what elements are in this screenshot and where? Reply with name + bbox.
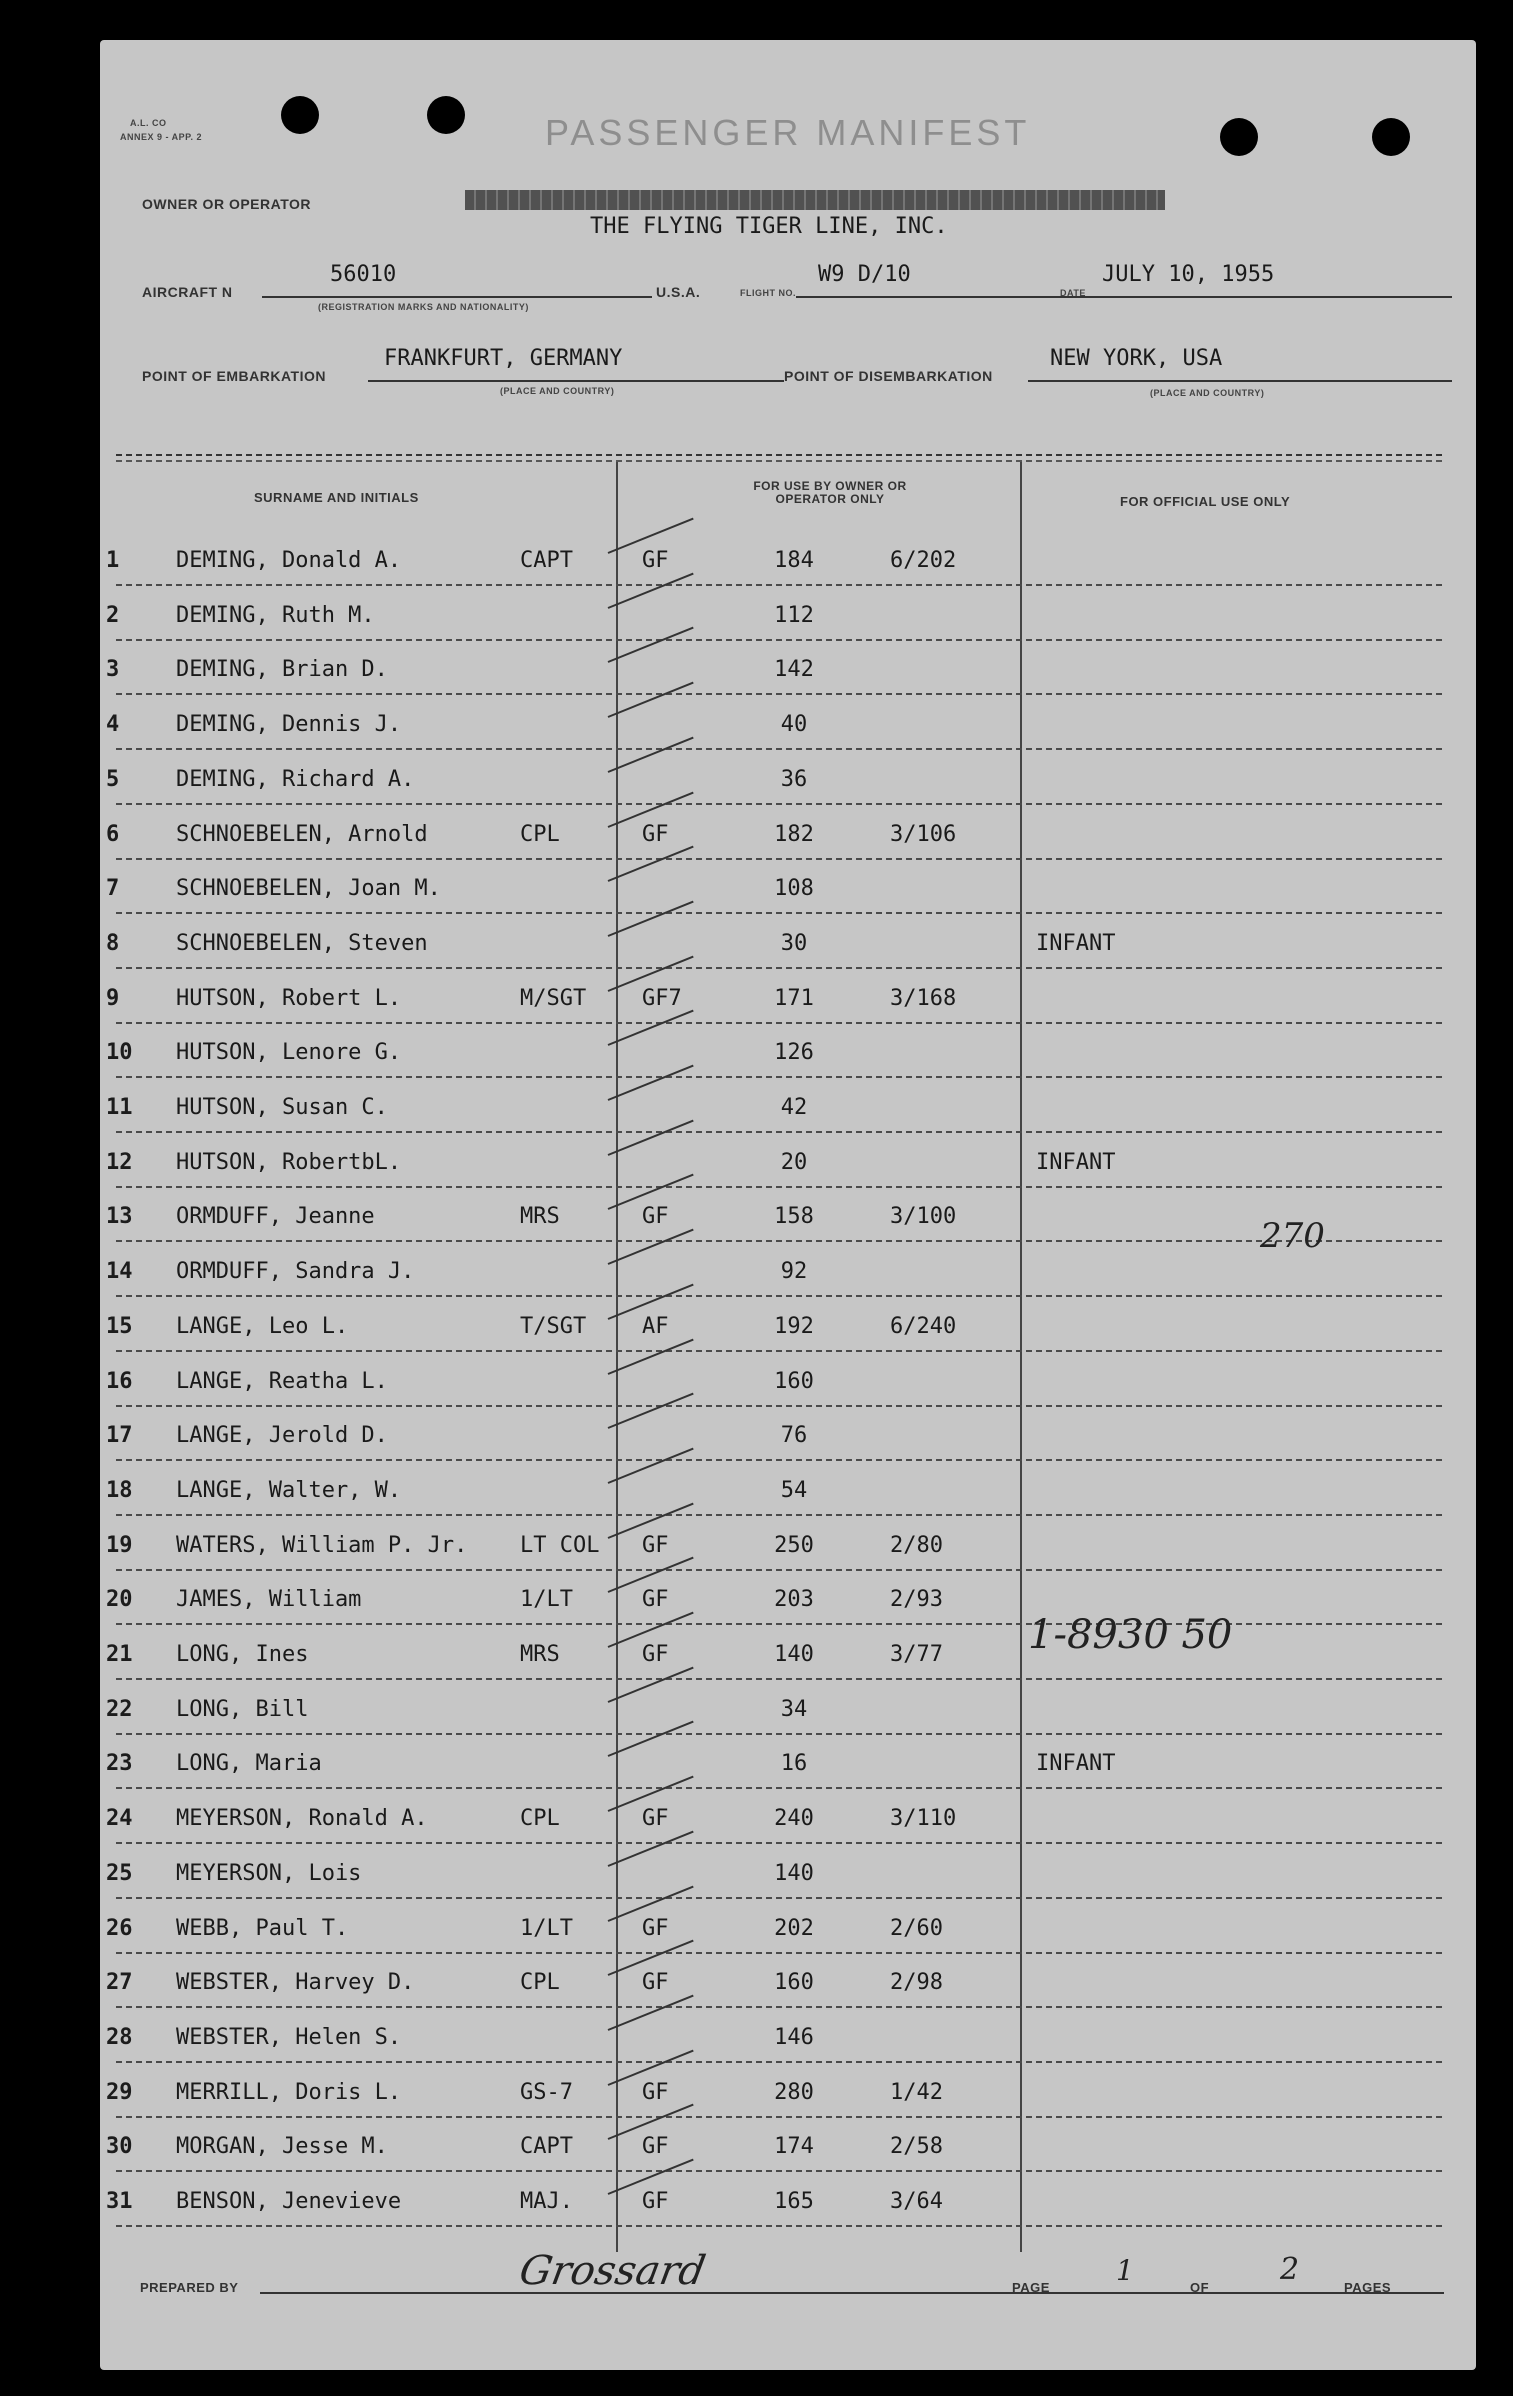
table-row	[100, 1914, 1476, 1954]
passenger-rank: MRS	[520, 1204, 560, 1229]
table-row	[100, 1476, 1476, 1516]
table-top-rule	[116, 460, 1442, 462]
row-number: 12	[106, 1150, 133, 1175]
passenger-code: GF	[642, 1587, 669, 1612]
passenger-rank: M/SGT	[520, 986, 587, 1011]
passenger-name: JAMES, William	[176, 1587, 362, 1612]
embark-caption: (PLACE AND COUNTRY)	[500, 386, 615, 396]
passenger-rank: 1/LT	[520, 1916, 573, 1941]
baggage: 6/202	[890, 548, 957, 573]
passenger-name: SCHNOEBELEN, Steven	[176, 931, 428, 956]
passenger-weight: 54	[780, 1478, 808, 1503]
passenger-weight: 30	[780, 931, 808, 956]
handwritten-note-270: 270	[1260, 1216, 1325, 1256]
passenger-rank: CPL	[520, 1970, 560, 1995]
passenger-weight: 34	[780, 1697, 808, 1722]
row-number: 4	[106, 712, 120, 737]
passenger-code: GF7	[642, 986, 682, 1011]
passenger-rank: 1/LT	[520, 1587, 573, 1612]
baggage: 6/240	[890, 1314, 957, 1339]
table-row	[100, 1749, 1476, 1789]
passenger-weight: 160	[774, 1970, 814, 1995]
passenger-name: DEMING, Richard A.	[176, 767, 415, 792]
passenger-name: DEMING, Donald A.	[176, 548, 402, 573]
baggage: 2/80	[890, 1533, 943, 1558]
passenger-weight: 146	[774, 2025, 814, 2050]
passenger-name: MEYERSON, Lois	[176, 1861, 362, 1886]
table-row	[100, 765, 1476, 805]
row-number: 18	[106, 1478, 133, 1503]
baggage: 3/100	[890, 1204, 957, 1229]
passenger-weight: 280	[774, 2080, 814, 2105]
embark-label: POINT OF EMBARKATION	[142, 368, 326, 384]
row-number: 11	[106, 1095, 133, 1120]
passenger-rank: CPL	[520, 822, 560, 847]
passenger-code: GF	[642, 1204, 669, 1229]
passenger-rank: CAPT	[520, 2134, 573, 2159]
passenger-code: GF	[642, 2189, 669, 2214]
row-number: 22	[106, 1697, 133, 1722]
passenger-name: DEMING, Dennis J.	[176, 712, 402, 737]
table-row	[100, 1859, 1476, 1899]
row-number: 6	[106, 822, 120, 847]
row-number: 3	[106, 657, 120, 682]
manifest-sheet	[100, 40, 1476, 2370]
of-label: OF	[1190, 2280, 1210, 2295]
passenger-name: LANGE, Leo L.	[176, 1314, 349, 1339]
baggage: 2/98	[890, 1970, 943, 1995]
passenger-rank: LT COL	[520, 1533, 600, 1558]
flight-label: FLIGHT NO.	[740, 288, 796, 298]
passenger-code: GF	[642, 1916, 669, 1941]
passenger-weight: 40	[780, 712, 808, 737]
date-label: DATE	[1060, 288, 1086, 298]
passenger-weight: 160	[774, 1369, 814, 1394]
row-number: 30	[106, 2134, 133, 2159]
baggage: 3/168	[890, 986, 957, 1011]
passenger-code: GF	[642, 1533, 669, 1558]
punch-hole	[281, 96, 319, 134]
official-note: INFANT	[1036, 931, 1116, 956]
passenger-code: GF	[642, 2080, 669, 2105]
table-row	[100, 874, 1476, 914]
passenger-weight: 202	[774, 1916, 814, 1941]
owner-value: THE FLYING TIGER LINE, INC.	[590, 214, 948, 239]
baggage: 3/64	[890, 2189, 943, 2214]
table-row	[100, 2023, 1476, 2063]
table-row	[100, 984, 1476, 1024]
table-row	[100, 2187, 1476, 2227]
passenger-weight: 108	[774, 876, 814, 901]
flight-value: W9 D/10	[818, 262, 911, 287]
row-number: 25	[106, 1861, 133, 1886]
column-header-surname: SURNAME AND INITIALS	[254, 490, 419, 505]
passenger-weight: 182	[774, 822, 814, 847]
owner-label: OWNER OR OPERATOR	[142, 196, 311, 212]
passenger-name: LONG, Ines	[176, 1642, 309, 1667]
passenger-code: AF	[642, 1314, 669, 1339]
column-header-owner-use: FOR USE BY OWNER OR OPERATOR ONLY	[753, 479, 907, 506]
table-row	[100, 1640, 1476, 1680]
passenger-name: MORGAN, Jesse M.	[176, 2134, 388, 2159]
registration-caption: (REGISTRATION MARKS AND NATIONALITY)	[318, 302, 529, 312]
passenger-code: GF	[642, 2134, 669, 2159]
table-row	[100, 1038, 1476, 1078]
passenger-name: LONG, Maria	[176, 1751, 322, 1776]
disembark-value: NEW YORK, USA	[1050, 346, 1223, 371]
row-number: 13	[106, 1204, 133, 1229]
baggage: 3/77	[890, 1642, 943, 1667]
column-header-official-use: FOR OFFICIAL USE ONLY	[1120, 494, 1291, 509]
passenger-weight: 16	[780, 1751, 808, 1776]
passenger-name: SCHNOEBELEN, Joan M.	[176, 876, 441, 901]
passenger-name: SCHNOEBELEN, Arnold	[176, 822, 428, 847]
passenger-code: GF	[642, 1642, 669, 1667]
disembark-underline	[1028, 380, 1452, 382]
passenger-weight: 171	[774, 986, 814, 1011]
passenger-weight: 92	[780, 1259, 808, 1284]
table-row	[100, 1148, 1476, 1188]
passenger-name: ORMDUFF, Jeanne	[176, 1204, 375, 1229]
handwritten-note-account: 1-8930 50	[1028, 1612, 1233, 1658]
passenger-weight: 126	[774, 1040, 814, 1065]
row-number: 29	[106, 2080, 133, 2105]
aircraft-label: AIRCRAFT N	[142, 284, 233, 300]
passenger-name: MEYERSON, Ronald A.	[176, 1806, 428, 1831]
form-annex: ANNEX 9 - APP. 2	[120, 132, 203, 142]
passenger-weight: 142	[774, 657, 814, 682]
table-row	[100, 546, 1476, 586]
row-number: 21	[106, 1642, 133, 1667]
date-value: JULY 10, 1955	[1102, 262, 1275, 287]
page-total: 2	[1280, 2252, 1300, 2287]
passenger-weight: 203	[774, 1587, 814, 1612]
row-number: 16	[106, 1369, 133, 1394]
row-number: 20	[106, 1587, 133, 1612]
passenger-name: BENSON, Jenevieve	[176, 2189, 402, 2214]
aircraft-underline	[262, 296, 652, 298]
table-row	[100, 1421, 1476, 1461]
signature: Grossard	[515, 2248, 709, 2294]
embark-value: FRANKFURT, GERMANY	[384, 346, 623, 371]
table-row	[100, 1585, 1476, 1625]
passenger-name: ORMDUFF, Sandra J.	[176, 1259, 415, 1284]
table-row	[100, 1531, 1476, 1571]
row-number: 27	[106, 1970, 133, 1995]
prepared-label: PREPARED BY	[140, 2280, 239, 2295]
row-number: 26	[106, 1916, 133, 1941]
official-note: INFANT	[1036, 1751, 1116, 1776]
baggage: 3/110	[890, 1806, 957, 1831]
passenger-rank: CAPT	[520, 548, 573, 573]
pages-label: PAGES	[1344, 2280, 1392, 2295]
table-row	[100, 710, 1476, 750]
passenger-code: GF	[642, 822, 669, 847]
punch-hole	[1372, 118, 1410, 156]
passenger-code: GF	[642, 1970, 669, 1995]
passenger-weight: 140	[774, 1642, 814, 1667]
passenger-weight: 250	[774, 1533, 814, 1558]
passenger-name: HUTSON, Robert L.	[176, 986, 402, 1011]
passenger-weight: 174	[774, 2134, 814, 2159]
row-number: 5	[106, 767, 120, 792]
punch-hole	[1220, 118, 1258, 156]
row-number: 9	[106, 986, 120, 1011]
row-number: 24	[106, 1806, 133, 1831]
passenger-name: WEBB, Paul T.	[176, 1916, 349, 1941]
table-row	[100, 1695, 1476, 1735]
passenger-rank: CPL	[520, 1806, 560, 1831]
page-title: PASSENGER MANIFEST	[545, 112, 1031, 153]
aircraft-value: 56010	[330, 262, 397, 287]
row-number: 7	[106, 876, 120, 901]
row-number: 28	[106, 2025, 133, 2050]
flight-underline	[796, 296, 1096, 298]
passenger-weight: 140	[774, 1861, 814, 1886]
passenger-name: LONG, Bill	[176, 1697, 309, 1722]
row-number: 17	[106, 1423, 133, 1448]
row-number: 8	[106, 931, 120, 956]
passenger-weight: 20	[780, 1150, 808, 1175]
nationality: U.S.A.	[656, 284, 701, 300]
passenger-name: MERRILL, Doris L.	[176, 2080, 402, 2105]
passenger-name: HUTSON, RobertbL.	[176, 1150, 402, 1175]
table-row	[100, 2078, 1476, 2118]
row-number: 1	[106, 548, 120, 573]
embark-underline	[368, 380, 784, 382]
passenger-code: GF	[642, 1806, 669, 1831]
row-number: 19	[106, 1533, 133, 1558]
passenger-name: WATERS, William P. Jr.	[176, 1533, 468, 1558]
passenger-code: GF	[642, 548, 669, 573]
passenger-weight: 192	[774, 1314, 814, 1339]
page-label: PAGE	[1012, 2280, 1050, 2295]
table-row	[100, 1257, 1476, 1297]
passenger-weight: 36	[780, 767, 808, 792]
passenger-name: LANGE, Jerold D.	[176, 1423, 388, 1448]
table-row	[100, 1312, 1476, 1352]
punch-hole	[427, 96, 465, 134]
passenger-rank: MRS	[520, 1642, 560, 1667]
table-row	[100, 1804, 1476, 1844]
form-code: A.L. CO	[130, 118, 167, 128]
passenger-rank: T/SGT	[520, 1314, 587, 1339]
baggage: 3/106	[890, 822, 957, 847]
passenger-weight: 112	[774, 603, 814, 628]
passenger-weight: 240	[774, 1806, 814, 1831]
passenger-weight: 165	[774, 2189, 814, 2214]
row-number: 23	[106, 1751, 133, 1776]
row-number: 10	[106, 1040, 133, 1065]
table-row	[100, 655, 1476, 695]
page-underline	[1060, 2292, 1444, 2294]
passenger-rank: MAJ.	[520, 2189, 573, 2214]
row-number: 2	[106, 603, 120, 628]
table-row	[100, 601, 1476, 641]
passenger-weight: 76	[780, 1423, 808, 1448]
owner-strikeout	[465, 190, 1165, 210]
baggage: 1/42	[890, 2080, 943, 2105]
table-row	[100, 1968, 1476, 2008]
row-number: 14	[106, 1259, 133, 1284]
table-row	[100, 1367, 1476, 1407]
passenger-name: DEMING, Brian D.	[176, 657, 388, 682]
baggage: 2/58	[890, 2134, 943, 2159]
passenger-name: LANGE, Reatha L.	[176, 1369, 388, 1394]
page-number: 1	[1116, 2254, 1134, 2287]
disembark-label: POINT OF DISEMBARKATION	[784, 368, 993, 384]
official-note: INFANT	[1036, 1150, 1116, 1175]
passenger-weight: 42	[780, 1095, 808, 1120]
baggage: 2/93	[890, 1587, 943, 1612]
table-row	[100, 1093, 1476, 1133]
row-number: 31	[106, 2189, 133, 2214]
table-top-rule	[116, 454, 1442, 456]
row-number: 15	[106, 1314, 133, 1339]
table-row	[100, 929, 1476, 969]
passenger-name: HUTSON, Lenore G.	[176, 1040, 402, 1065]
passenger-name: DEMING, Ruth M.	[176, 603, 375, 628]
passenger-name: WEBSTER, Helen S.	[176, 2025, 402, 2050]
passenger-weight: 158	[774, 1204, 814, 1229]
table-row	[100, 2132, 1476, 2172]
passenger-name: WEBSTER, Harvey D.	[176, 1970, 415, 1995]
baggage: 2/60	[890, 1916, 943, 1941]
passenger-weight: 184	[774, 548, 814, 573]
passenger-name: HUTSON, Susan C.	[176, 1095, 388, 1120]
disembark-caption: (PLACE AND COUNTRY)	[1150, 388, 1265, 398]
table-row	[100, 820, 1476, 860]
passenger-name: LANGE, Walter, W.	[176, 1478, 402, 1503]
date-underline	[1096, 296, 1452, 298]
passenger-rank: GS-7	[520, 2080, 573, 2105]
